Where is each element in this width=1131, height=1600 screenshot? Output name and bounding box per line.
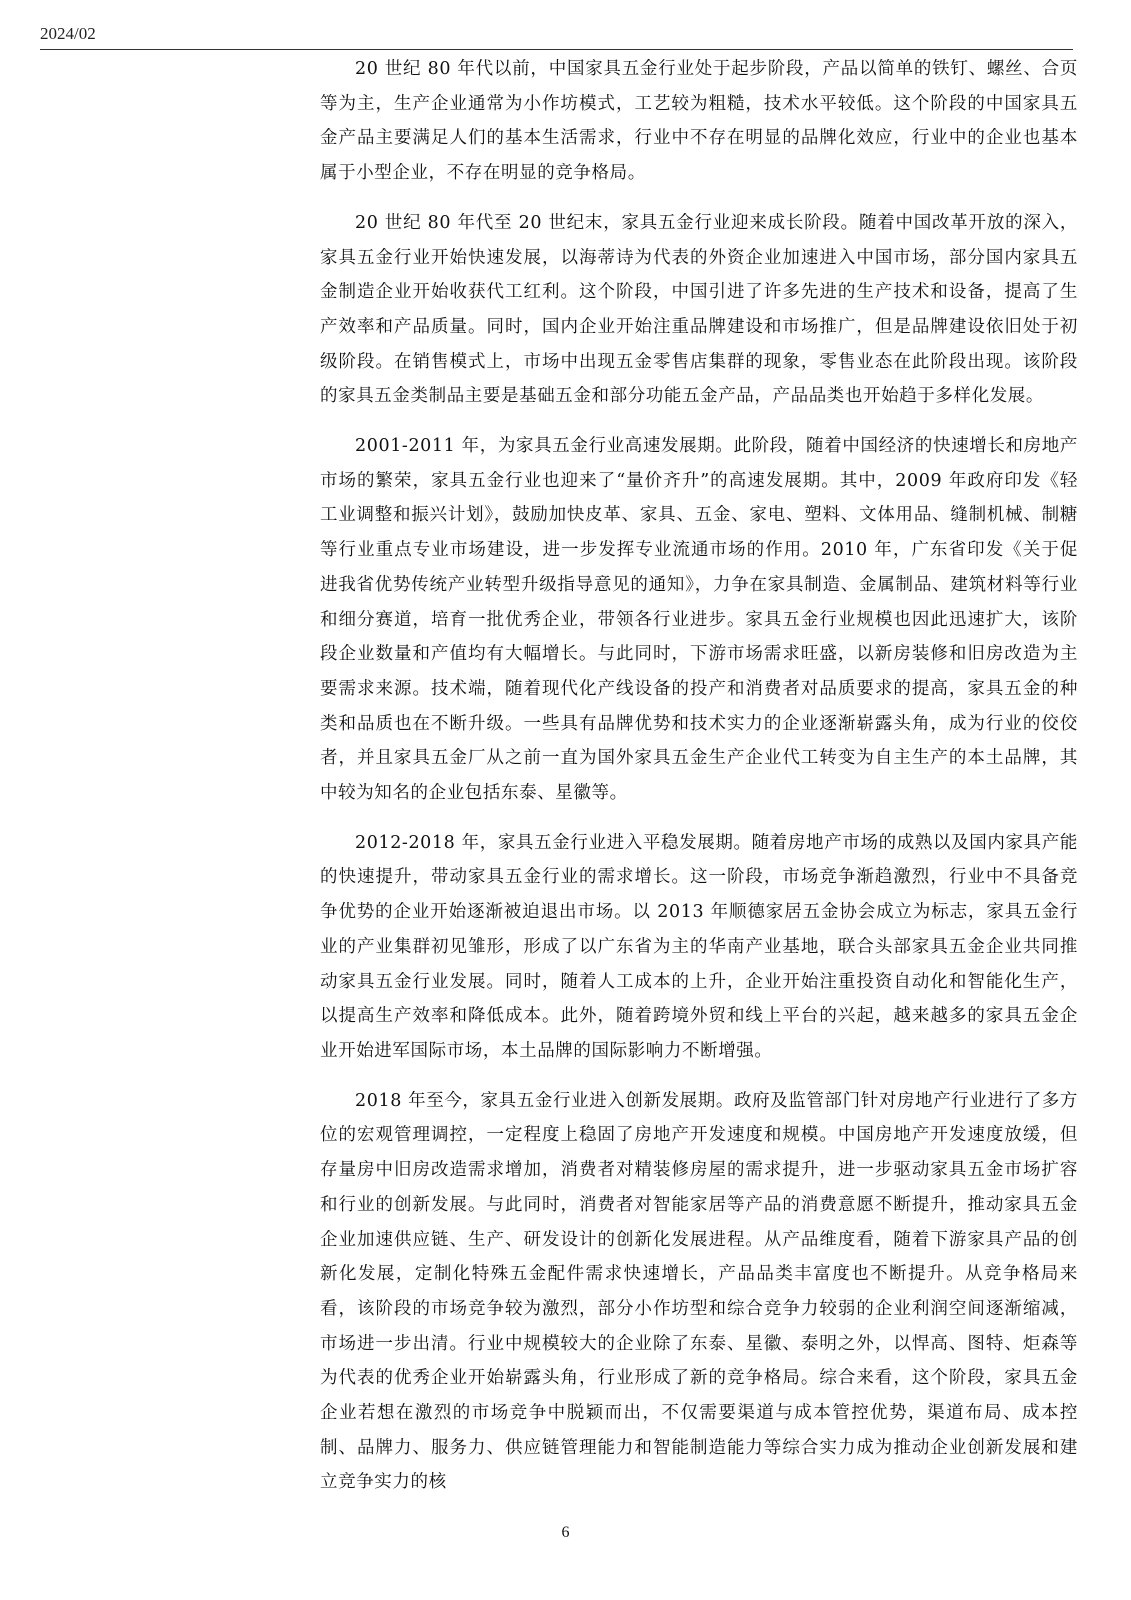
header-rule: [40, 49, 1073, 50]
paragraph-3: 2001-2011 年，为家具五金行业高速发展期。此阶段，随着中国经济的快速增长和房地产市场的繁荣，家具五金行业也迎来了“量价齐升”的高速发展期。其中，2009 年政府印发《轻工业调整和振兴计划》，鼓励加快皮革、家具、五金、家电、塑料、文体用品、缝制机械、制糖等行业重点专业市场建设，进一步发挥专业流通市场的作用。2010 年，广东省印发《关于促进我省优势传统产业转型升级指导意见的通知》，力争在家具制造、金属制品、建筑材料等行业和细分赛道，培育一批优秀企业，带领各行业进步。家具五金行业规模也因此迅速扩大，该阶段企业数量和产值均有大幅增长。与此同时，下游市场需求旺盛，以新房装修和旧房改造为主要需求来源。技术端，随着现代化产线设备的投产和消费者对品质要求的提高，家具五金的种类和品质也在不断升级。一些具有品牌优势和技术实力的企业逐渐崭露头角，成为行业的佼佼者，并且家具五金厂从之前一直为国外家具五金生产企业代工转变为自主生产的本土品牌，其中较为知名的企业包括东泰、星徽等。: [320, 436, 1078, 804]
page-number: 6: [561, 1524, 570, 1541]
header-date: 2024/02: [40, 24, 96, 43]
document-body: [320, 52, 1078, 1515]
paragraph-1: 20 世纪 80 年代以前，中国家具五金行业处于起步阶段，产品以简单的铁钉、螺丝、合页等为主，生产企业通常为小作坊模式，工艺较为粗糙，技术水平较低。这个阶段的中国家具五金产品主要满足人们的基本生活需求，行业中不存在明显的品牌化效应，行业中的企业也基本属于小型企业，不存在明显的竞争格局。: [320, 59, 1078, 184]
paragraph-2: 20 世纪 80 年代至 20 世纪末，家具五金行业迎来成长阶段。随着中国改革开放的深入，家具五金行业开始快速发展，以海蒂诗为代表的外资企业加速进入中国市场，部分国内家具五金制造企业开始收获代工红利。这个阶段，中国引进了许多先进的生产技术和设备，提高了生产效率和产品质量。同时，国内企业开始注重品牌建设和市场推广，但是品牌建设依旧处于初级阶段。在销售模式上，市场中出现五金零售店集群的现象，零售业态在此阶段出现。该阶段的家具五金类制品主要是基础五金和部分功能五金产品，产品品类也开始趋于多样化发展。: [320, 212, 1078, 407]
paragraph-4: 2012-2018 年，家具五金行业进入平稳发展期。随着房地产市场的成熟以及国内家具产能的快速提升，带动家具五金行业的需求增长。这一阶段，市场竞争渐趋激烈，行业中不具备竞争优势的企业开始逐渐被迫退出市场。以 2013 年顺德家居五金协会成立为标志，家具五金行业的产业集群初见雏形，形成了以广东省为主的华南产业基地，联合头部家具五金企业共同推动家具五金行业发展。同时，随着人工成本的上升，企业开始注重投资自动化和智能化生产，以提高生产效率和降低成本。此外，随着跨境外贸和线上平台的兴起，越来越多的家具五金企业开始进军国际市场，本土品牌的国际影响力不断增强。: [320, 832, 1078, 1061]
paragraph-5: 2018 年至今，家具五金行业进入创新发展期。政府及监管部门针对房地产行业进行了多方位的宏观管理调控，一定程度上稳固了房地产开发速度和规模。中国房地产开发速度放缓，但存量房中旧房改造需求增加，消费者对精装修房屋的需求提升，进一步驱动家具五金市场扩容和行业的创新发展。与此同时，消费者对智能家居等产品的消费意愿不断提升，推动家具五金企业加速供应链、生产、研发设计的创新化发展进程。从产品维度看，随着下游家具产品的创新化发展，定制化特殊五金配件需求快速增长，产品品类丰富度也不断提升。从竞争格局来看，该阶段的市场竞争较为激烈，部分小作坊型和综合竞争力较弱的企业利润空间逐渐缩减，市场进一步出清。行业中规模较大的企业除了东泰、星徽、泰明之外，以悍高、图特、炬森等为代表的优秀企业开始崭露头角，行业形成了新的竞争格局。综合来看，这个阶段，家具五金企业若想在激烈的市场竞争中脱颖而出，不仅需要渠道与成本管控优势，渠道布局、成本控制、品牌力、服务力、供应链管理能力和智能制造能力等综合实力成为推动企业创新发展和建立竞争实力的核: [320, 1090, 1078, 1493]
